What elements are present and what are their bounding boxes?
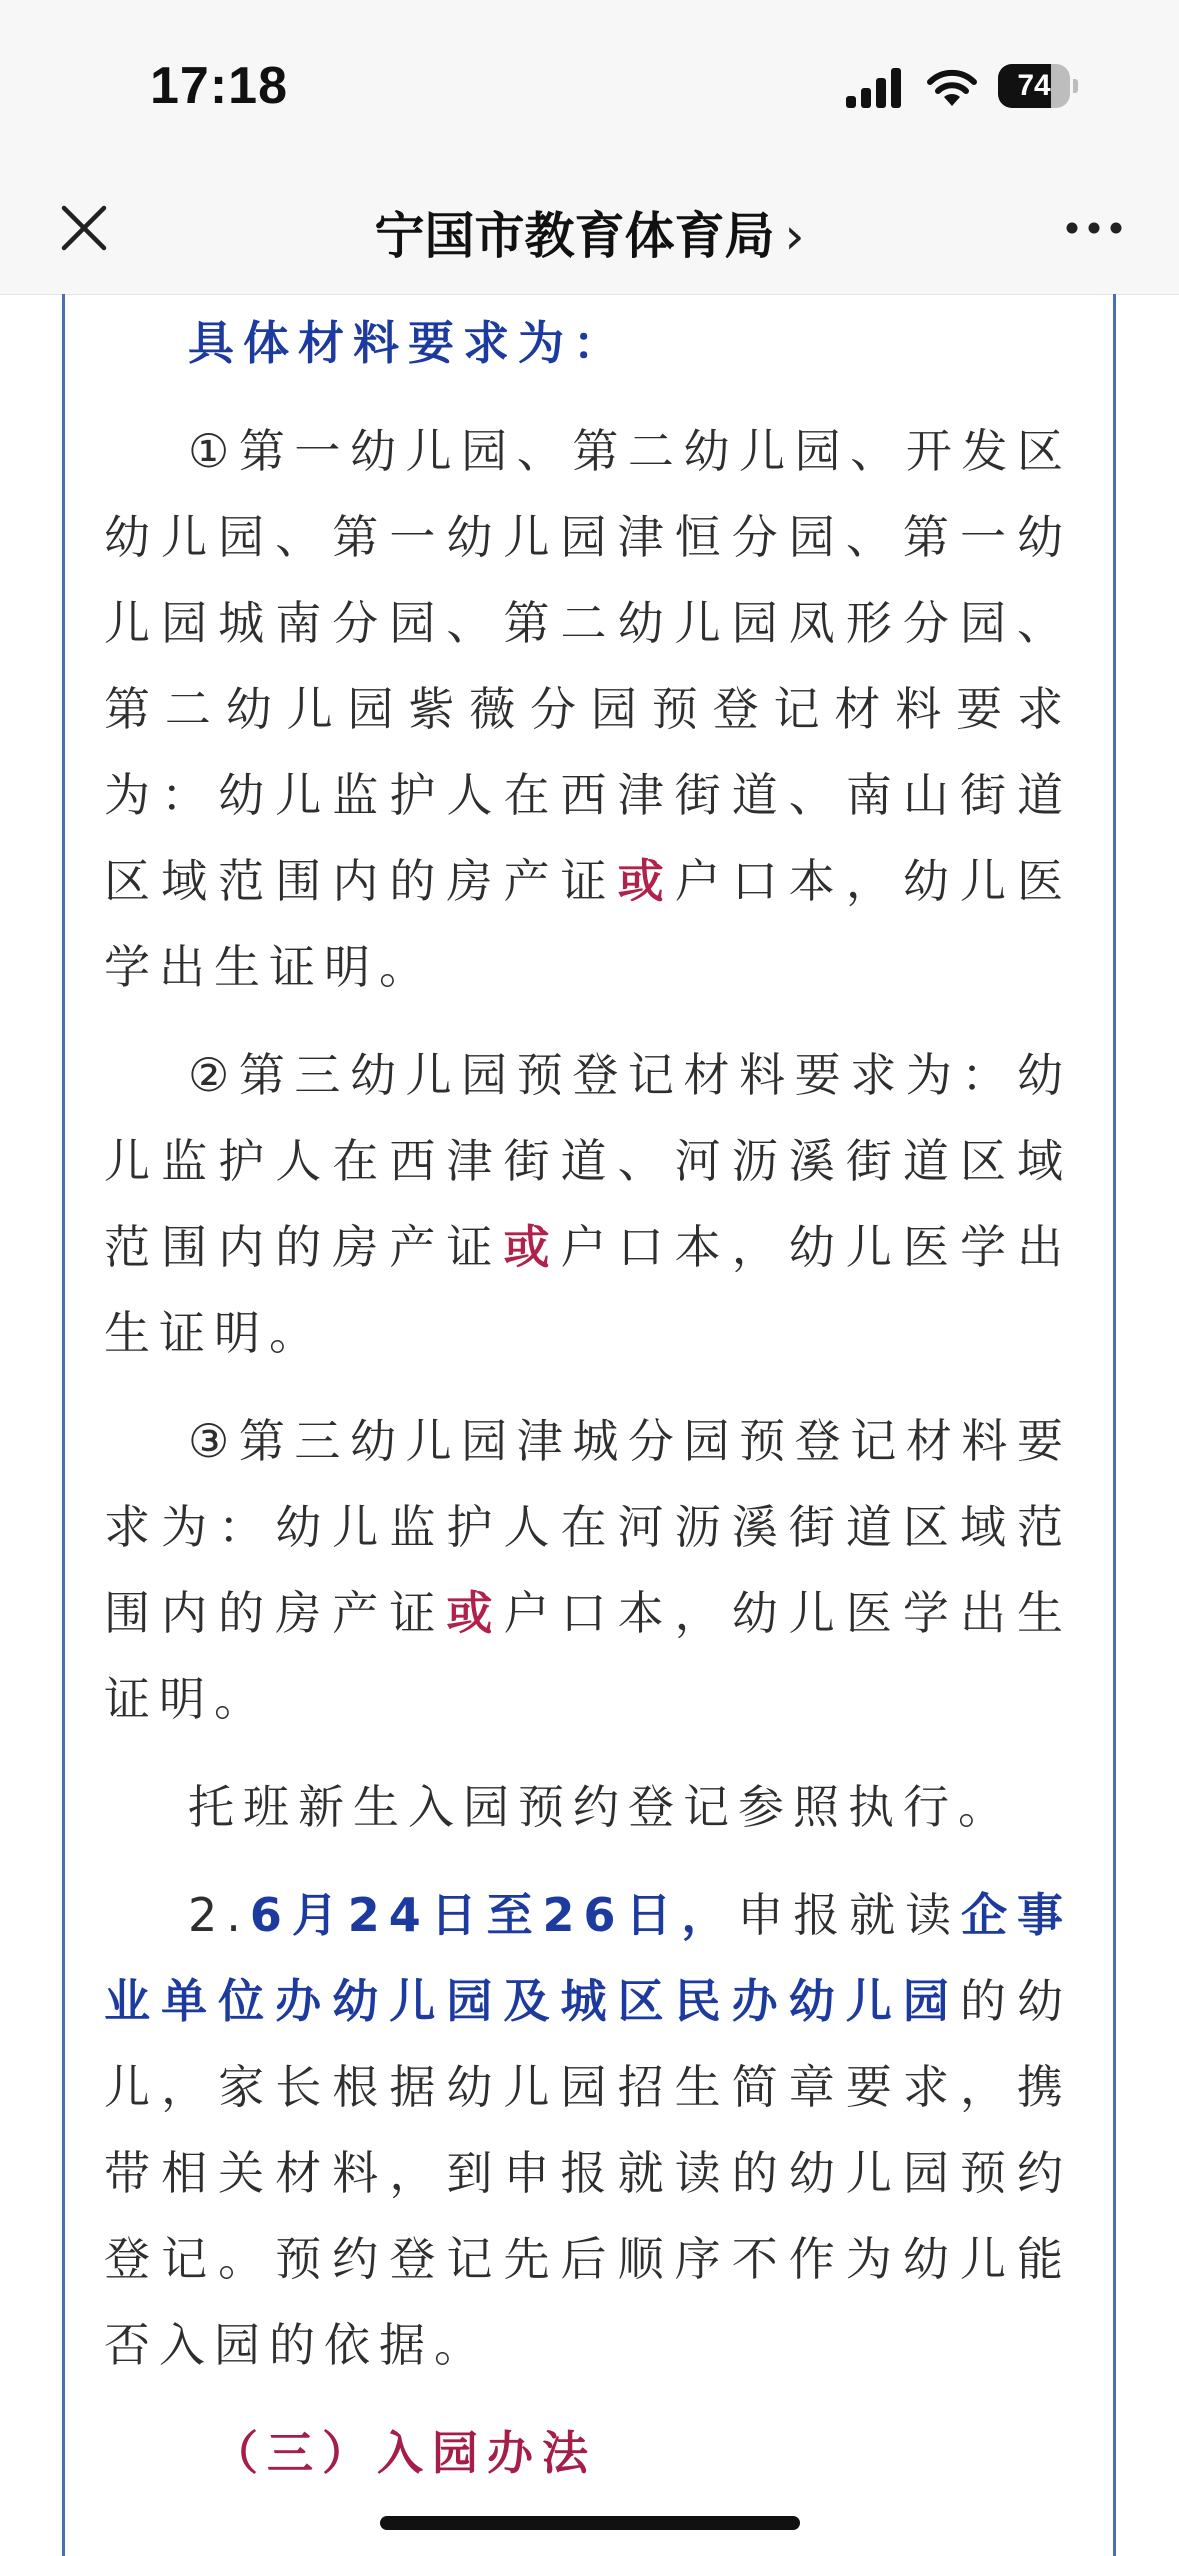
battery-cap <box>1073 79 1078 93</box>
status-bar <box>0 0 1179 160</box>
account-title: 宁国市教育体育局 <box>374 207 775 265</box>
chevron-right-icon: › <box>784 207 805 265</box>
p2-mid: 申报就读 <box>737 1888 962 1942</box>
nursery-note: 托班新生入园预约登记参照执行。 <box>188 1780 1013 1834</box>
p2-kindergarten-type: 企事业单位办幼儿园及城区民办幼儿园 <box>104 1888 1073 2028</box>
status-time: 17:18 <box>150 57 288 115</box>
p2-rest: 的幼儿，家长根据幼儿园招生简章要求，携带相关材料，到申报就读的幼儿园预约登记。预约登记先后顺序不作为幼儿能否入园的依据。 <box>104 1974 1072 2372</box>
item2-text-a: ②第三幼儿园预登记材料要求为：幼儿监护人在西津街道、河沥溪街道区域范围内的房产证 <box>104 1048 1072 1274</box>
paragraph-item-1 <box>104 408 1072 1010</box>
admission-heading: （三）入园办法 <box>212 2426 597 2480</box>
account-title-button[interactable] <box>0 196 1179 268</box>
p2-date: 6月24日至26日， <box>249 1888 738 1942</box>
item2-or: 或 <box>503 1220 561 1274</box>
nav-bar <box>0 160 1179 295</box>
item1-text-b: 户口本，幼儿医学出生证明。 <box>104 854 1072 994</box>
wifi-icon <box>924 64 980 108</box>
item3-text-b: 户口本，幼儿医学出生证明。 <box>104 1586 1072 1726</box>
item1-or: 或 <box>617 854 675 908</box>
more-icon[interactable] <box>1064 218 1124 238</box>
article-body <box>104 300 1072 2518</box>
battery-indicator <box>998 64 1078 108</box>
battery-body <box>998 64 1070 108</box>
item3-text-a: ③第三幼儿园津城分园预登记材料要求为：幼儿监护人在河沥溪街道区域范围内的房产证 <box>104 1414 1072 1640</box>
paragraph-2 <box>104 1872 1072 2388</box>
item2-text-b: 户口本，幼儿医学出生证明。 <box>104 1220 1072 1360</box>
materials-heading: 具体材料要求为： <box>188 316 628 370</box>
battery-level: 74 <box>1017 69 1051 102</box>
item3-or: 或 <box>446 1586 504 1640</box>
paragraph-item-2 <box>104 1032 1072 1376</box>
p2-number: 2. <box>188 1888 250 1942</box>
signal-icon <box>846 68 902 108</box>
item1-text-a: ①第一幼儿园、第二幼儿园、开发区幼儿园、第一幼儿园津恒分园、第一幼儿园城南分园、第二幼儿园凤形分园、第二幼儿园紫薇分园预登记材料要求为：幼儿监护人在西津街道、南山街道区域范围内的房产证 <box>104 424 1072 908</box>
paragraph-item-3 <box>104 1398 1072 1742</box>
home-indicator[interactable] <box>380 2516 800 2530</box>
